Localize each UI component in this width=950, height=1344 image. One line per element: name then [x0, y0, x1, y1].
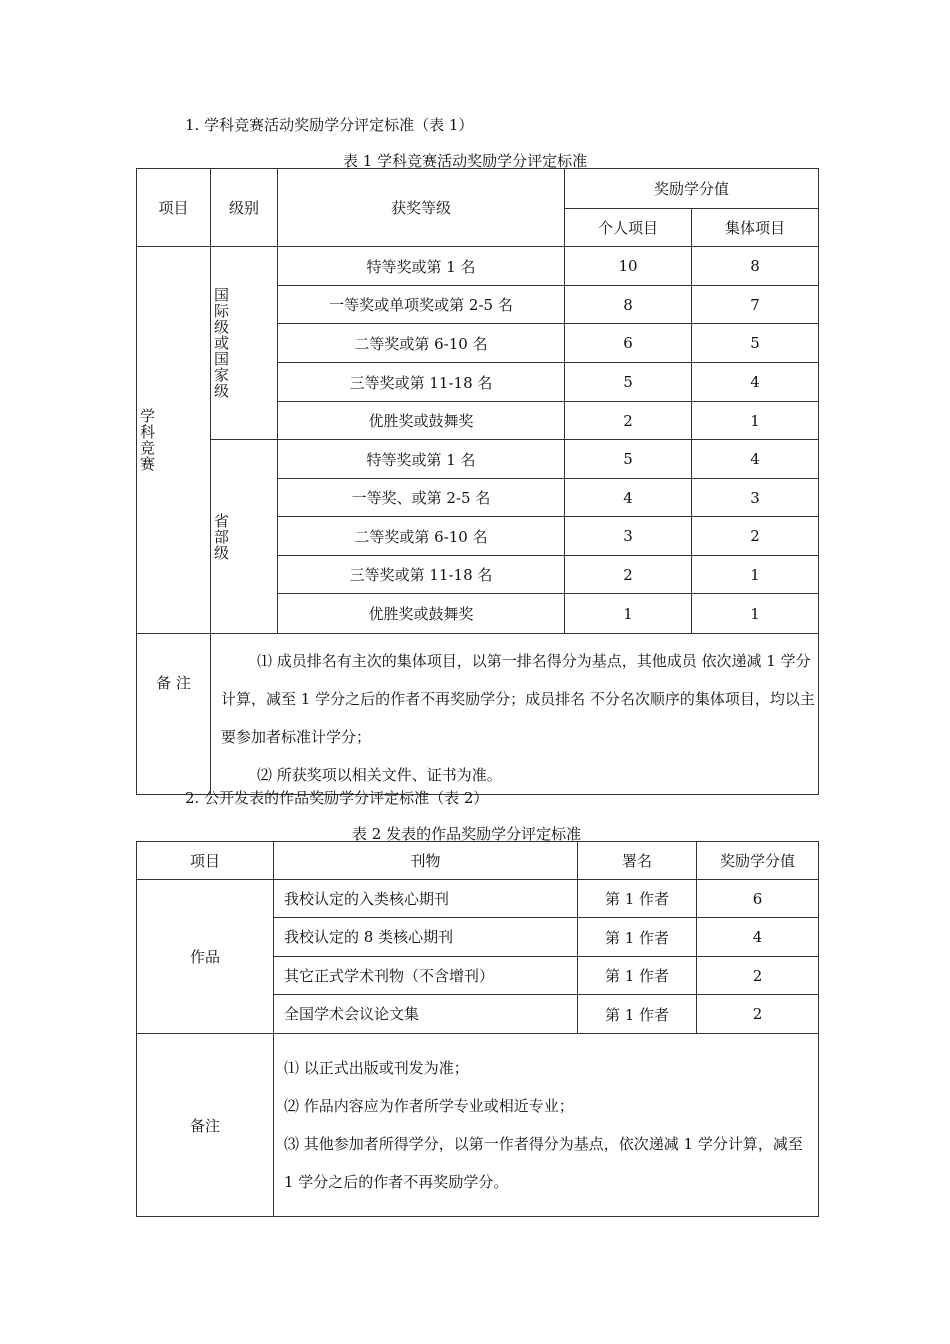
individual-value: 3 — [565, 517, 692, 556]
individual-value: 10 — [565, 247, 692, 286]
category-cell: 作品 — [137, 880, 274, 1034]
credit-value: 2 — [697, 957, 819, 995]
group-value: 1 — [692, 402, 819, 440]
credit-value: 4 — [697, 918, 819, 957]
level-cell-provincial — [211, 440, 278, 634]
individual-value: 4 — [565, 479, 692, 517]
remark-item: ⑵ 作品内容应为作者所学专业或相近专业； — [284, 1097, 574, 1115]
group-value: 5 — [692, 324, 819, 363]
header-journal: 刊物 — [274, 842, 578, 880]
award-cell: 特等奖或第 1 名 — [278, 247, 565, 286]
award-cell: 特等奖或第 1 名 — [278, 440, 565, 479]
individual-value: 5 — [565, 440, 692, 479]
individual-value: 2 — [565, 556, 692, 594]
level-label: 省部级 — [212, 512, 230, 561]
header-credit: 奖励学分值 — [565, 169, 819, 209]
authorship-cell: 第 1 作者 — [578, 880, 697, 918]
credit-value: 2 — [697, 995, 819, 1034]
group-value: 2 — [692, 517, 819, 556]
remark-content — [274, 1034, 819, 1217]
level-cell-national — [211, 247, 278, 440]
header-project: 项目 — [137, 169, 211, 247]
individual-value: 6 — [565, 324, 692, 363]
group-value: 3 — [692, 479, 819, 517]
award-cell: 优胜奖或鼓舞奖 — [278, 594, 565, 634]
award-cell: 三等奖或第 11-18 名 — [278, 363, 565, 402]
header-credit: 奖励学分值 — [697, 842, 819, 880]
award-cell: 优胜奖或鼓舞奖 — [278, 402, 565, 440]
individual-value: 8 — [565, 286, 692, 324]
individual-value: 5 — [565, 363, 692, 402]
individual-value: 1 — [565, 594, 692, 634]
remark-item: ⑶ 其他参加者所得学分，以第一作者得分为基点，依次递减 1 学分计算，减至 1 学分之后的作者不再奖励学分。 — [284, 1135, 803, 1191]
header-level: 级别 — [211, 169, 278, 247]
award-cell: 二等奖或第 6-10 名 — [278, 324, 565, 363]
authorship-cell: 第 1 作者 — [578, 995, 697, 1034]
authorship-cell: 第 1 作者 — [578, 918, 697, 957]
remark-item: ⑵ 所获奖项以相关文件、证书为准。 — [257, 766, 502, 784]
category-label: 学科竞赛 — [138, 408, 156, 472]
table-1 — [136, 168, 819, 795]
award-cell: 二等奖或第 6-10 名 — [278, 517, 565, 556]
header-group: 集体项目 — [692, 209, 819, 247]
remark-content — [211, 634, 819, 795]
heading-section-1: 1. 学科竞赛活动奖励学分评定标准（表 1） — [185, 116, 474, 134]
authorship-cell: 第 1 作者 — [578, 957, 697, 995]
level-label: 国际级或国家级 — [212, 287, 230, 399]
award-cell: 一等奖、或第 2-5 名 — [278, 479, 565, 517]
header-award-grade: 获奖等级 — [278, 169, 565, 247]
table-2-caption: 表 2 发表的作品奖励学分评定标准 — [352, 825, 582, 843]
award-cell: 三等奖或第 11-18 名 — [278, 556, 565, 594]
group-value: 4 — [692, 440, 819, 479]
header-authorship: 署名 — [578, 842, 697, 880]
category-cell — [137, 247, 211, 634]
journal-cell: 我校认定的入类核心期刊 — [274, 880, 578, 918]
group-value: 1 — [692, 556, 819, 594]
group-value: 4 — [692, 363, 819, 402]
header-individual: 个人项目 — [565, 209, 692, 247]
group-value: 8 — [692, 247, 819, 286]
individual-value: 2 — [565, 402, 692, 440]
award-cell: 一等奖或单项奖或第 2-5 名 — [278, 286, 565, 324]
header-project: 项目 — [137, 842, 274, 880]
group-value: 7 — [692, 286, 819, 324]
journal-cell: 全国学术会议论文集 — [274, 995, 578, 1034]
table-1-caption: 表 1 学科竞赛活动奖励学分评定标准 — [343, 152, 588, 170]
heading-section-2: 2. 公开发表的作品奖励学分评定标准（表 2） — [185, 789, 489, 807]
journal-cell: 我校认定的 8 类核心期刊 — [274, 918, 578, 957]
group-value: 1 — [692, 594, 819, 634]
remark-item: ⑴ 成员排名有主次的集体项目，以第一排名得分为基点，其他成员 依次递减 1 学分计算，减至 1 学分之后的作者不再奖励学分；成员排名 不分名次顺序的集体项目，均以主要参加者标准计学分； — [221, 652, 815, 746]
remark-item: ⑴ 以正式出版或刊发为准； — [284, 1059, 469, 1077]
credit-value: 6 — [697, 880, 819, 918]
remark-label: 备 注 — [137, 634, 211, 795]
remark-label: 备注 — [137, 1034, 274, 1217]
journal-cell: 其它正式学术刊物（不含增刊） — [274, 957, 578, 995]
table-2 — [136, 841, 819, 1217]
